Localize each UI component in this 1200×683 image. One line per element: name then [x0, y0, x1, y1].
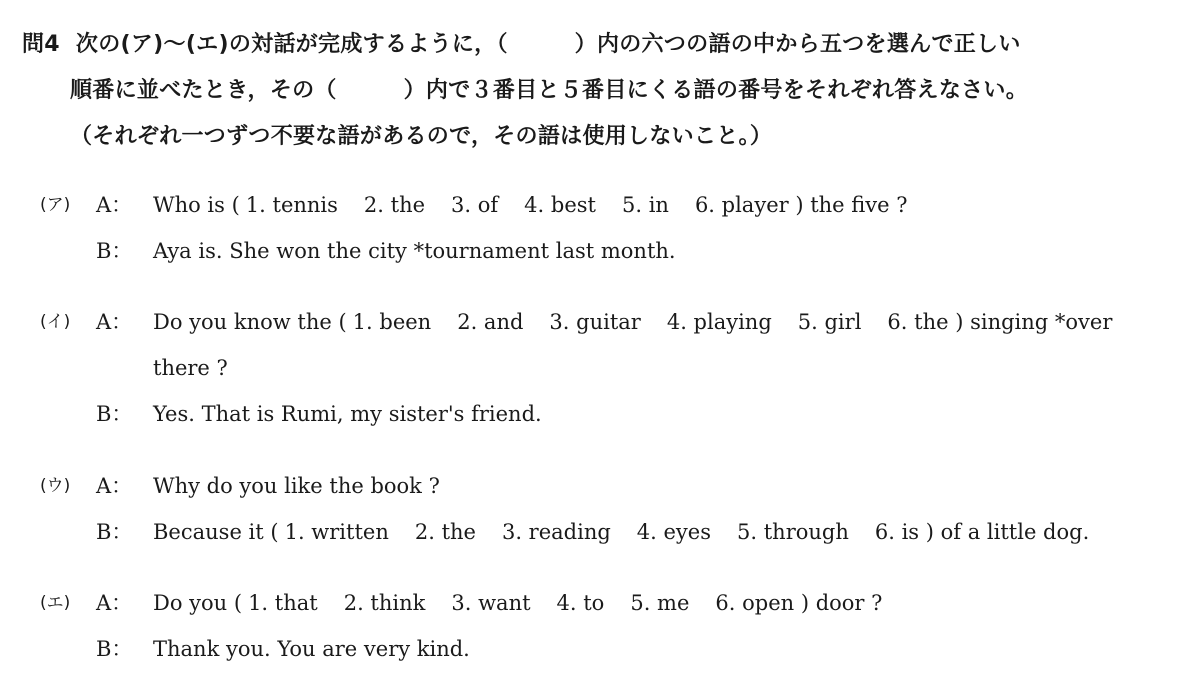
word-option: 5. through: [737, 520, 849, 544]
dialogue-line-a: [40, 299, 1180, 345]
question-header: [22, 22, 1182, 160]
text-after-options: singing *over: [970, 310, 1113, 334]
dialogue-text: there ?: [153, 356, 228, 380]
question-u: [40, 463, 1180, 555]
speaker-label: A：: [96, 193, 133, 217]
word-option: 1. tennis: [245, 193, 338, 217]
word-option: 5. in: [621, 193, 669, 217]
text-before-options: Do you know the (: [153, 310, 347, 334]
word-option: 1. written: [284, 520, 389, 544]
word-option: 3. of: [451, 193, 499, 217]
word-option: 5. girl: [797, 310, 862, 334]
dialogue-line-b: [40, 509, 1180, 555]
word-option: 6. player ): [694, 193, 804, 217]
header-line-2: 順番に並べたとき，その（ ）内で３番目と５番目にくる語の番号をそれぞれ答えなさい。: [70, 78, 1029, 103]
text-before-options: Do you (: [153, 591, 243, 615]
dialogue-line-a: [40, 182, 1180, 228]
word-option: 1. that: [248, 591, 318, 615]
word-option: 2. the: [414, 520, 476, 544]
text-before-options: Who is (: [153, 193, 240, 217]
dialogue-text: Why do you like the book ?: [153, 474, 440, 498]
item-mark: (ウ): [40, 476, 71, 496]
word-option: 4. eyes: [636, 520, 712, 544]
item-mark: (エ): [40, 593, 71, 613]
text-before-options: Because it (: [153, 520, 279, 544]
item-mark: (ア): [40, 195, 71, 215]
dialogue-text: [153, 509, 1089, 555]
dialogue-text: Thank you. You are very kind.: [153, 637, 470, 661]
word-option: 3. want: [451, 591, 531, 615]
dialogue-line-a: [40, 580, 1180, 626]
dialogue-text: [153, 580, 882, 626]
speaker-label: A：: [96, 591, 133, 615]
text-after-options: of a little dog.: [940, 520, 1090, 544]
word-option: 3. guitar: [549, 310, 641, 334]
speaker-label: B：: [96, 239, 133, 263]
word-option: 5. me: [630, 591, 690, 615]
dialogue-line-a: [40, 463, 1180, 509]
speaker-label: B：: [96, 402, 133, 426]
question-a: [40, 182, 1180, 274]
header-line-1: [22, 22, 1182, 68]
dialogue-text: [153, 299, 1112, 345]
word-option: 2. the: [363, 193, 426, 217]
text-after-options: the five ?: [810, 193, 908, 217]
word-option: 2. think: [343, 591, 426, 615]
word-option: 4. playing: [666, 310, 772, 334]
word-option: 2. and: [457, 310, 524, 334]
speaker-label: A：: [96, 474, 133, 498]
text-after-options: door ?: [815, 591, 883, 615]
dialogue-text: Yes. That is Rumi, my sister's friend.: [153, 402, 542, 426]
question-i: [40, 299, 1180, 437]
dialogue-line-b: [40, 626, 1180, 672]
header-line-3: （それぞれ一つずつ不要な語があるので，その語は使用しないこと。）: [70, 124, 773, 149]
question-number: 問4: [22, 32, 60, 57]
speaker-label: B：: [96, 637, 133, 661]
speaker-label: A：: [96, 310, 133, 334]
item-mark: (イ): [40, 312, 71, 332]
word-option: 3. reading: [501, 520, 611, 544]
word-option: 4. to: [556, 591, 605, 615]
word-option: 1. been: [352, 310, 432, 334]
header-text-1: 次の(ア)〜(エ)の対話が完成するように，（ ）内の六つの語の中から五つを選んで正しい: [75, 32, 1021, 57]
dialogue-line-b: [40, 228, 1180, 274]
word-option: 4. best: [524, 193, 596, 217]
dialogue-line-b: [40, 391, 1180, 437]
dialogue-line-a-continued: [40, 345, 1180, 391]
speaker-label: B：: [96, 520, 133, 544]
dialogue-text: Aya is. She won the city *tournament last month.: [153, 239, 676, 263]
word-option: 6. is ): [874, 520, 934, 544]
word-option: 6. open ): [715, 591, 810, 615]
word-option: 6. the ): [887, 310, 964, 334]
question-e: [40, 580, 1180, 672]
dialogue-text: [153, 182, 908, 228]
